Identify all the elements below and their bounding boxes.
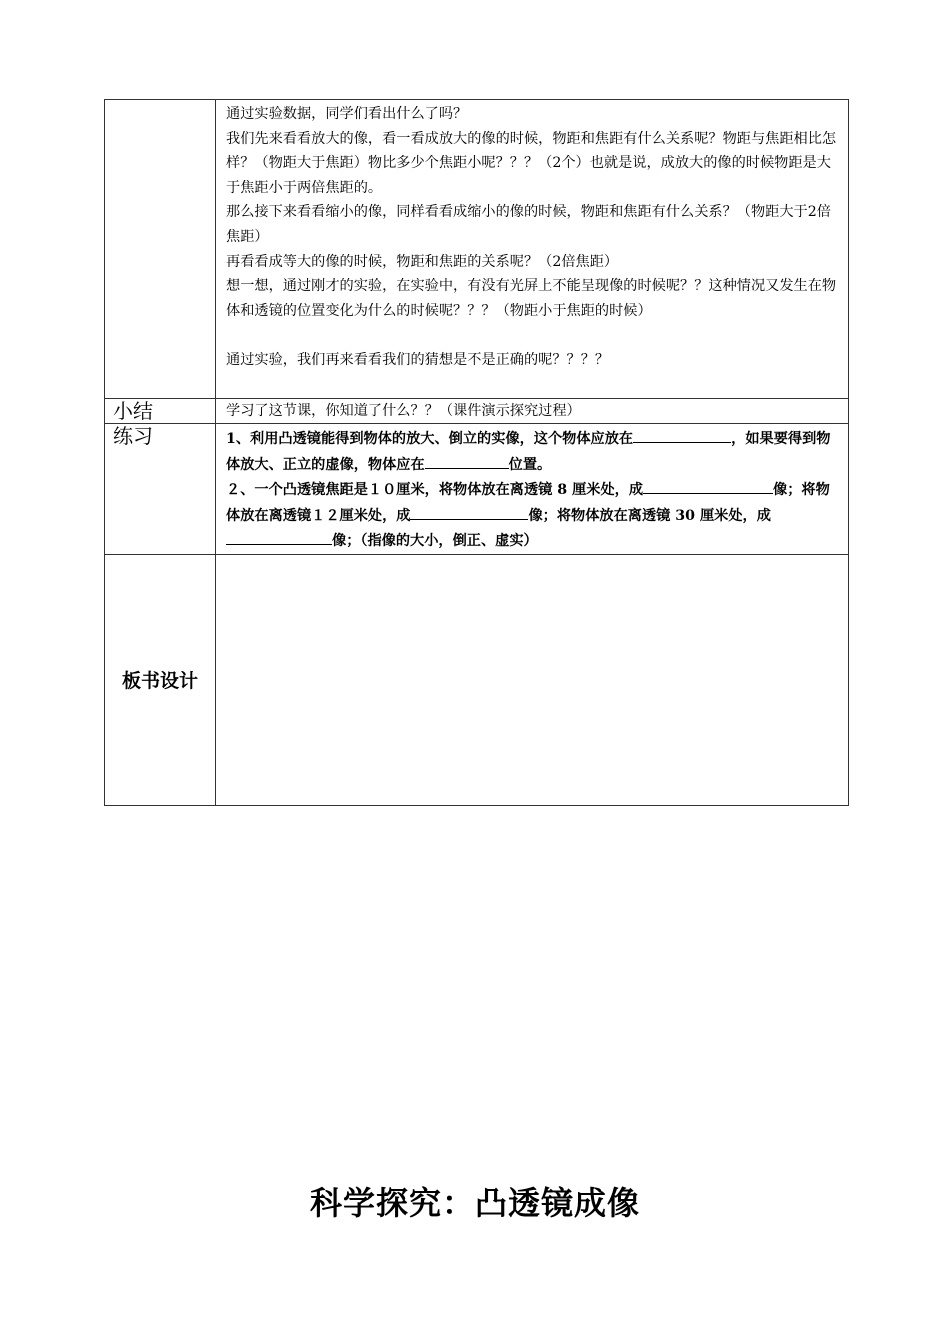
lesson-plan-table: [104, 99, 849, 806]
exercise-content-cell: [216, 424, 849, 555]
process-label-cell: [105, 100, 216, 399]
q2-text-d: 像；（指像的大小，倒正、虚实）: [332, 533, 538, 550]
q1-text-a: 1、利用凸透镜能得到物体的放大、倒立的实像，这个物体应放在: [226, 431, 634, 447]
answer-blank-5[interactable]: [226, 528, 332, 545]
q1-text-c: 位置。: [508, 456, 552, 473]
process-line-5: 想一想，通过刚才的实验，在实验中，有没有光屏上不能呈现像的时候呢？？这种情况又发生在物体和透镜的位置变化为什么的时候呢？？？（物距小于焦距的时候）: [226, 278, 837, 319]
process-line-1: 通过实验数据，同学们看出什么了吗？: [226, 106, 468, 122]
process-line-3: 那么接下来看看缩小的像，同样看看成缩小的像的时候，物距和焦距有什么关系？（物距大于2倍焦距）: [226, 204, 831, 245]
exercise-question-2: [226, 477, 840, 554]
board-label: 板书设计: [105, 554, 216, 805]
summary-label: 小结: [113, 399, 153, 423]
exercise-label: 练习: [113, 424, 153, 448]
q2-text-b: 像；将物体放在离透镜１２厘米处，成: [226, 482, 830, 524]
summary-label-cell: [105, 399, 216, 424]
q2-text-a: ２、一个凸透镜焦距是１０厘米，将物体放在离透镜 8 厘米处，成: [226, 482, 644, 499]
exercise-question-1: [226, 426, 840, 477]
exercise-row: [105, 424, 849, 555]
answer-blank-4[interactable]: [410, 503, 528, 520]
summary-text: 学习了这节课，你知道了什么？？（课件演示探究过程）: [226, 403, 581, 419]
summary-row: [105, 399, 849, 424]
process-row: [105, 100, 849, 399]
exercise-label-cell: [105, 424, 216, 555]
answer-blank-1[interactable]: [633, 426, 731, 443]
process-line-4: 再看看成等大的像的时候，物距和焦距的关系呢？（2倍焦距）: [226, 253, 619, 270]
board-content-cell: [216, 554, 849, 805]
process-line-2: 我们先来看看放大的像，看一看成放大的像的时候，物距和焦距有什么关系呢？物距与焦距相比怎样？（物距大于焦距）物比多少个焦距小呢？？？（2个）也就是说，成放大的像的时候物距是大于焦距小于两倍焦距的。: [226, 130, 837, 196]
process-content-cell: [216, 100, 849, 399]
q1-text-b: ，如果要得到物体放大、正立的虚像，物体应在: [226, 431, 831, 473]
page-title: 科学探究：凸透镜成像: [309, 1184, 640, 1222]
answer-blank-3[interactable]: [643, 477, 773, 494]
summary-content-cell: [216, 399, 849, 424]
process-line-6: 通过实验，我们再来看看我们的猜想是不是正确的呢？？？？: [226, 351, 610, 368]
board-row: [105, 554, 849, 805]
q2-text-c: 像；将物体放在离透镜 30 厘米处，成: [528, 507, 771, 524]
spacer: [226, 323, 840, 348]
answer-blank-2[interactable]: [425, 452, 509, 469]
